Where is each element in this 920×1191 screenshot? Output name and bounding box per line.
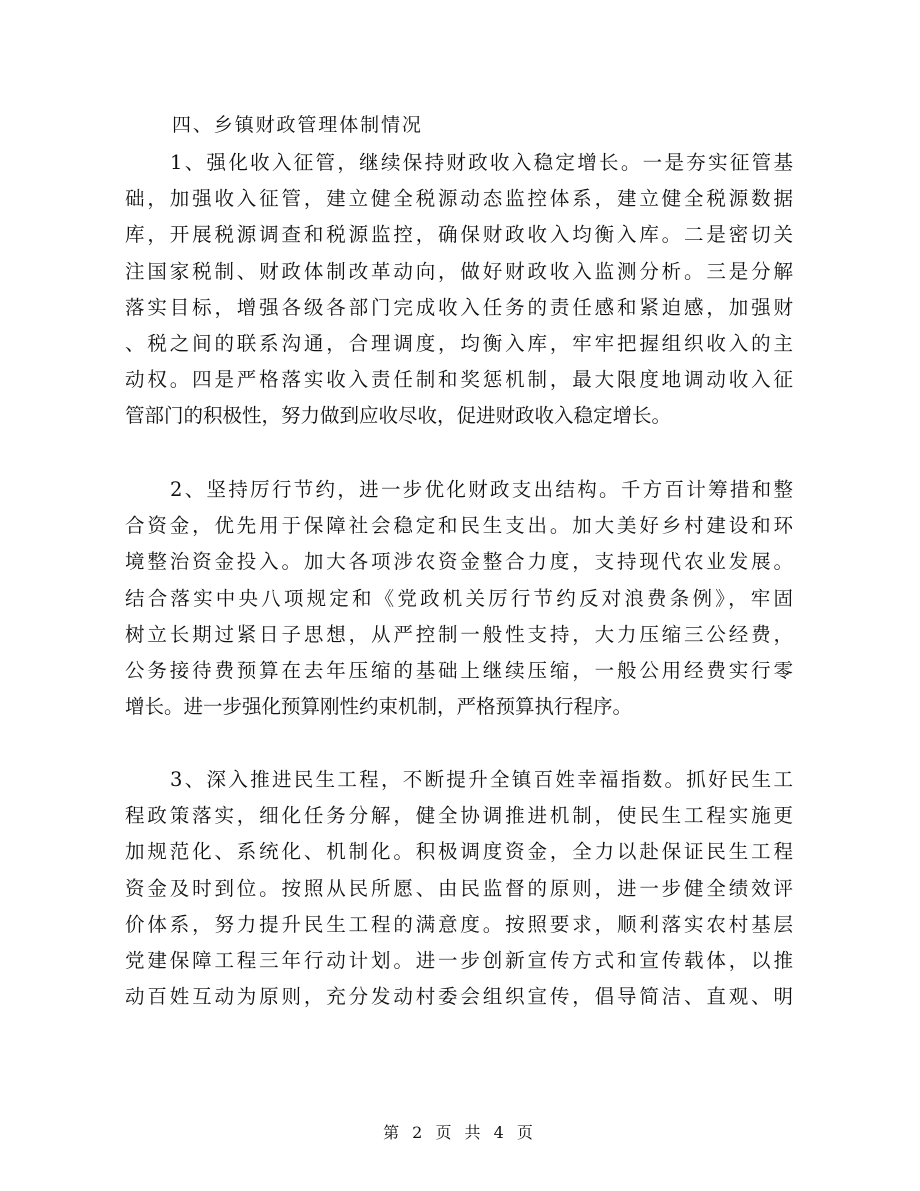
text-line: 加规范化、系统化、机制化。积极调度资金，全力以赴保证民生工程 — [125, 840, 793, 864]
text-line: 结合落实中央八项规定和《党政机关厉行节约反对浪费条例》，牢固 — [125, 586, 793, 610]
text-line: 程政策落实，细化任务分解，健全协调推进机制，使民生工程实施更 — [125, 804, 793, 828]
text-line: 增长。进一步强化预算刚性约束机制，严格预算执行程序。 — [125, 695, 633, 719]
text-line: 库，开展税源调查和税源监控，确保财政收入均衡入库。二是密切关 — [125, 223, 793, 247]
text-line: 、税之间的联系沟通，合理调度，均衡入库，牢牢把握组织收入的主 — [125, 331, 793, 355]
text-line: 3、深入推进民生工程，不断提升全镇百姓幸福指数。抓好民生工 — [170, 768, 793, 791]
section-heading: 四、乡镇财政管理体制情况 — [172, 114, 423, 136]
text-line: 价体系，努力提升民生工程的满意度。按照要求，顺利落实农村基层 — [125, 912, 793, 936]
text-line: 2、坚持厉行节约，进一步优化财政支出结构。千方百计筹措和整 — [170, 478, 793, 501]
text-line: 党建保障工程三年行动计划。进一步创新宣传方式和宣传载体，以推 — [125, 948, 793, 972]
text-line: 注国家税制、财政体制改革动向，做好财政收入监测分析。三是分解 — [125, 259, 793, 283]
text-line: 资金及时到位。按照从民所愿、由民监督的原则，进一步健全绩效评 — [125, 876, 793, 900]
text-line: 础，加强收入征管，建立健全税源动态监控体系，建立健全税源数据 — [125, 187, 793, 211]
text-line: 落实目标，增强各级各部门完成收入任务的责任感和紧迫感，加强财 — [125, 295, 793, 319]
page-footer: 第 2 页 共 4 页 — [383, 1123, 537, 1142]
text-line: 树立长期过紧日子思想，从严控制一般性支持，大力压缩三公经费， — [125, 622, 793, 646]
text-line: 动权。四是严格落实收入责任制和奖惩机制，最大限度地调动收入征 — [125, 368, 793, 392]
text-line: 公务接待费预算在去年压缩的基础上继续压缩，一般公用经费实行零 — [125, 658, 793, 682]
text-line: 1、强化收入征管，继续保持财政收入稳定增长。一是夯实征管基 — [170, 151, 793, 174]
text-line: 管部门的积极性，努力做到应收尽收，促进财政收入稳定增长。 — [125, 404, 672, 428]
paragraph-revenue — [125, 145, 793, 435]
text-line: 合资金，优先用于保障社会稳定和民生支出。加大美好乡村建设和环 — [125, 514, 793, 538]
text-line: 境整治资金投入。加大各项涉农资金整合力度，支持现代农业发展。 — [125, 550, 793, 574]
paragraph-expenditure — [125, 472, 793, 725]
text-line: 动百姓互动为原则，充分发动村委会组织宣传，倡导简洁、直观、明 — [125, 985, 793, 1009]
paragraph-livelihood — [125, 762, 793, 1015]
